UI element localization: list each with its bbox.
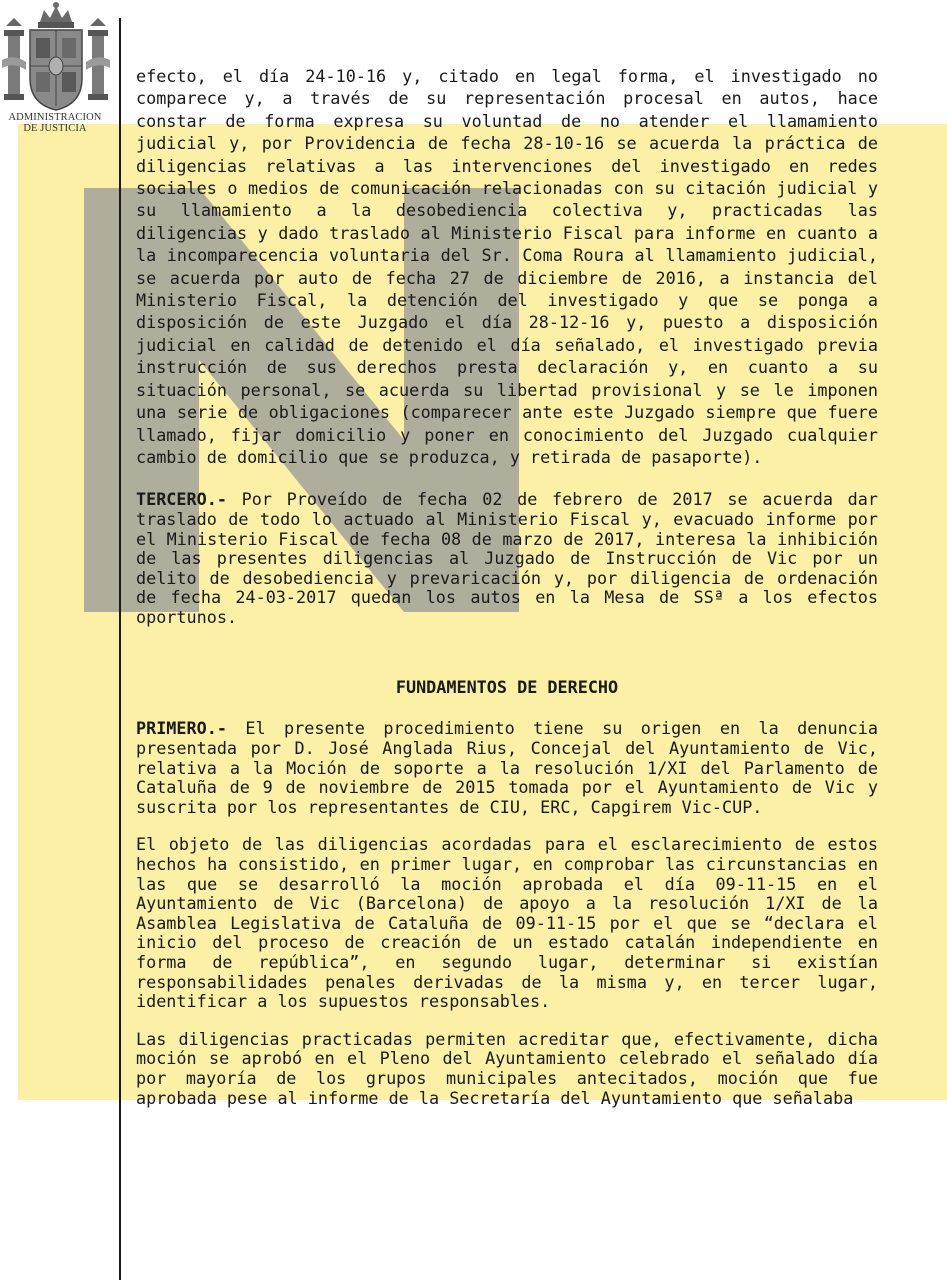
tercero-text: Por Proveído de fecha 02 de febrero de 2017 se acuerda dar traslado de todo lo actuado al Ministerio Fiscal y, evacuado informe por el Ministerio Fiscal de fecha 08 de marzo de 2017, interesa la inhibición de las presentes diligencias al Juzgado de Instrucción de Vic por un delito de desobediencia y prevaricación y, por diligencia de ordenación de fecha 24-03-2017 quedan los autos en la Mesa de SSª a los efectos oportunos. [136,489,878,627]
coat-of-arms-logo [0,0,112,142]
coat-of-arms-icon [2,0,110,112]
section-heading: FUNDAMENTOS DE DERECHO [395,677,619,698]
logo-caption-line1: ADMINISTRACION [8,112,102,123]
tercero-label: TERCERO.- [136,489,227,510]
paragraph-gap [136,697,878,719]
logo-caption-line2: DE JUSTICIA [23,123,87,134]
paragraph-objeto: El objeto de las diligencias acordadas para el esclarecimiento de estos hechos ha consistido, en primer lugar, en comprobar las circunstancias en las que se desarrolló la moción aprobada el día 09-11-15 en el Ayuntamiento de Vic (Barcelona) de apoyo a la resolución 1/XI de la Asamblea Legislativa de Cataluña de 09-11-15 por el que se “declara el inicio del proceso de creación de un estado catalán independiente en forma de república”, en segundo lugar, determinar si existían responsabilidades penales derivadas de la misma y, en tercer lugar, identificar a los supuestos responsables. [136,834,878,1012]
margin-rule [119,18,121,1280]
paragraph-hechos-continued: efecto, el día 24-10-16 y, citado en legal forma, el investigado no comparece y, a través de su representación procesal en autos, hace constar de forma expresa su voluntad de no atender el llamamiento judicial y, por Providencia de fecha 28-10-16 se acuerda la práctica de diligencias relativas a las intervenciones del investigado en redes sociales o medios de comunicación relacionadas con su citación judicial y su llamamiento a la desobediencia colectiva y, practicadas las diligencias y dado traslado al Ministerio Fiscal para informe en cuanto a la incomparecencia voluntaria del Sr. Coma Roura al llamamiento judicial, se acuerda por auto de fecha 27 de diciembre de 2016, a instancia del Ministerio Fiscal, la detención del investigado y que se ponga a disposición de este Juzgado el día 28-12-16 y, puesto a disposición judicial en calidad de detenido el día señalado, el investigado previa instrucción de sus derechos presta declaración y, en cuanto a su situación personal, se acuerda su libertad provisional y se le imponen una serie de obligaciones (comparecer ante este Juzgado siempre que fuere llamado, fijar domicilio y poner en conocimiento del Juzgado cualquier cambio de domicilio que se produzca, y retirada de pasaporte). [136,66,878,467]
paragraph-gap [136,817,878,835]
paragraph-gap [136,468,878,490]
paragraph-tercero [136,490,878,627]
paragraph-primero [136,719,878,817]
section-gap [136,627,878,677]
document-body [136,65,878,1108]
paragraph-gap [136,1012,878,1030]
primero-text: El presente procedimiento tiene su origen en la denuncia presentada por D. José Anglada Rius, Concejal del Ayuntamiento de Vic, relativa a la Moción de soporte a la resolución 1/XI del Parlamento de Cataluña de 9 de noviembre de 2015 tomada por el Ayuntamiento de Vic y suscrita por los representantes de CIU, ERC, Capgirem Vic-CUP. [136,718,878,817]
primero-label: PRIMERO.- [136,718,227,739]
paragraph-diligencias: Las diligencias practicadas permiten acreditar que, efectivamente, dicha moción se aprobó en el Pleno del Ayuntamiento celebrado el señalado día por mayoría de los grupos municipales antecitados, moción que fue aprobada pese al informe de la Secretaría del Ayuntamiento que señalaba [136,1028,878,1108]
